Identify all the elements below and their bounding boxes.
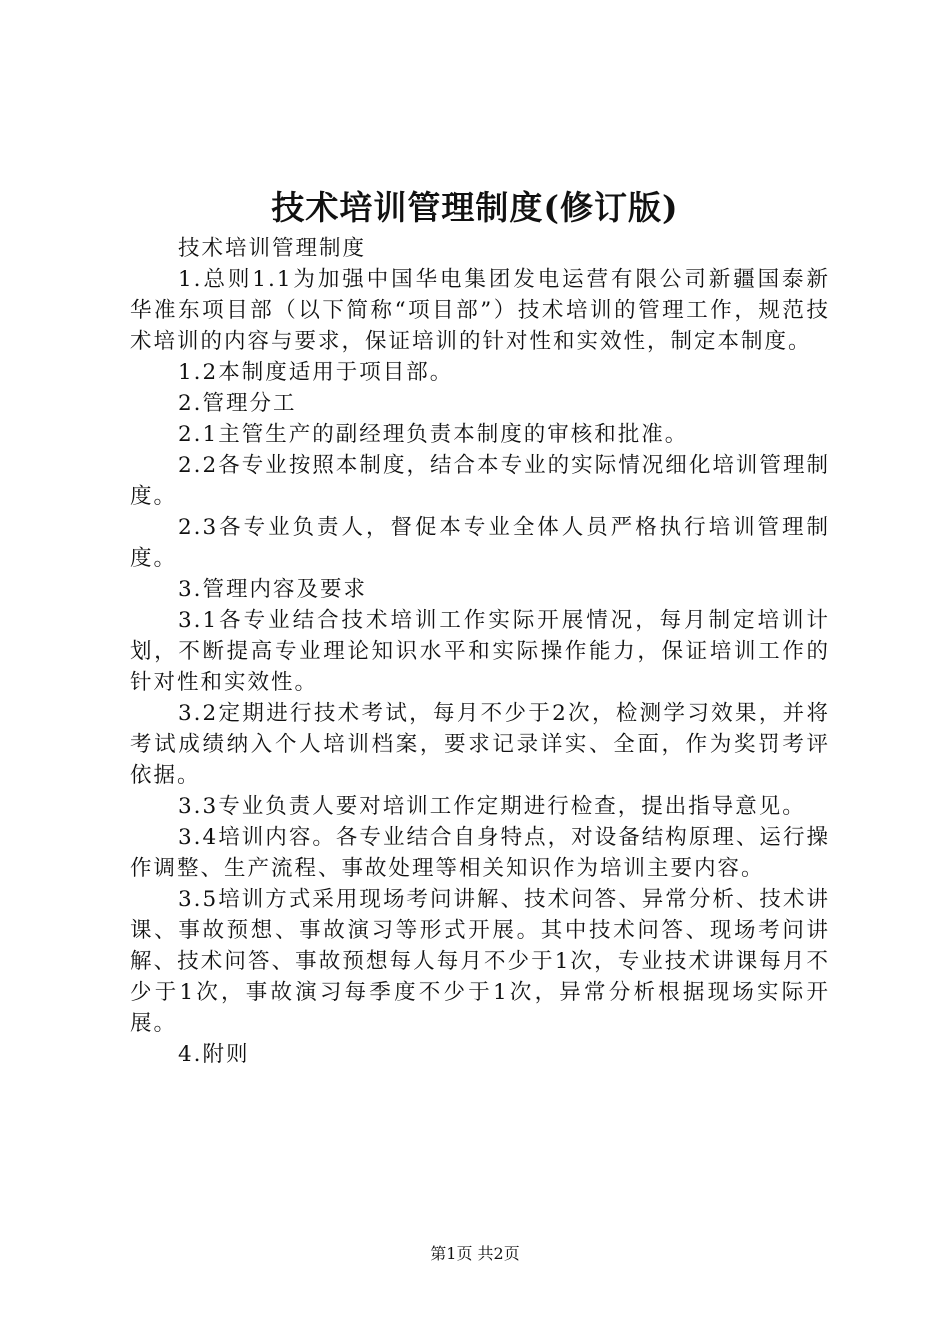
paragraph-3-2: 3.2定期进行技术考试，每月不少于2次，检测学习效果，并将考试成绩纳入个人培训档案，要求记录详实、全面，作为奖罚考评依据。 — [130, 701, 830, 788]
paragraph-1-1: 1.总则1.1为加强中国华电集团发电运营有限公司新疆国泰新华准东项目部（以下简称“项目部”）技术培训的管理工作，规范技术培训的内容与要求，保证培训的针对性和实效性，制定本制度。 — [130, 267, 830, 354]
paragraph-1-2: 1.2本制度适用于项目部。 — [178, 360, 454, 385]
paragraph-4: 4.附则 — [178, 1042, 250, 1067]
paragraph-3-4: 3.4培训内容。各专业结合自身特点，对设备结构原理、运行操作调整、生产流程、事故处理等相关知识作为培训主要内容。 — [130, 825, 830, 881]
paragraph-2: 2.管理分工 — [178, 391, 297, 416]
paragraph-2-1: 2.1主管生产的副经理负责本制度的审核和批准。 — [178, 422, 689, 447]
document-body — [130, 233, 830, 1070]
paragraph-3-1: 3.1各专业结合技术培训工作实际开展情况，每月制定培训计划，不断提高专业理论知识水平和实际操作能力，保证培训工作的针对性和实效性。 — [130, 608, 830, 695]
paragraph-3: 3.管理内容及要求 — [178, 577, 368, 602]
document-title: 技术培训管理制度(修订版) — [271, 188, 679, 227]
paragraph-2-3: 2.3各专业负责人，督促本专业全体人员严格执行培训管理制度。 — [130, 515, 830, 571]
paragraph-3-5: 3.5培训方式采用现场考问讲解、技术问答、异常分析、技术讲课、事故预想、事故演习等形式开展。其中技术问答、现场考问讲解、技术问答、事故预想每人每月不少于1次，专业技术讲课每月不少于1次，事故演习每季度不少于1次，异常分析根据现场实际开展。 — [130, 887, 830, 1036]
paragraph-3-3: 3.3专业负责人要对培训工作定期进行检查，提出指导意见。 — [178, 794, 806, 819]
paragraph-heading: 技术培训管理制度 — [178, 236, 367, 261]
page-number: 第1页 共2页 — [430, 1244, 520, 1263]
paragraph-2-2: 2.2各专业按照本制度，结合本专业的实际情况细化培训管理制度。 — [130, 453, 830, 509]
